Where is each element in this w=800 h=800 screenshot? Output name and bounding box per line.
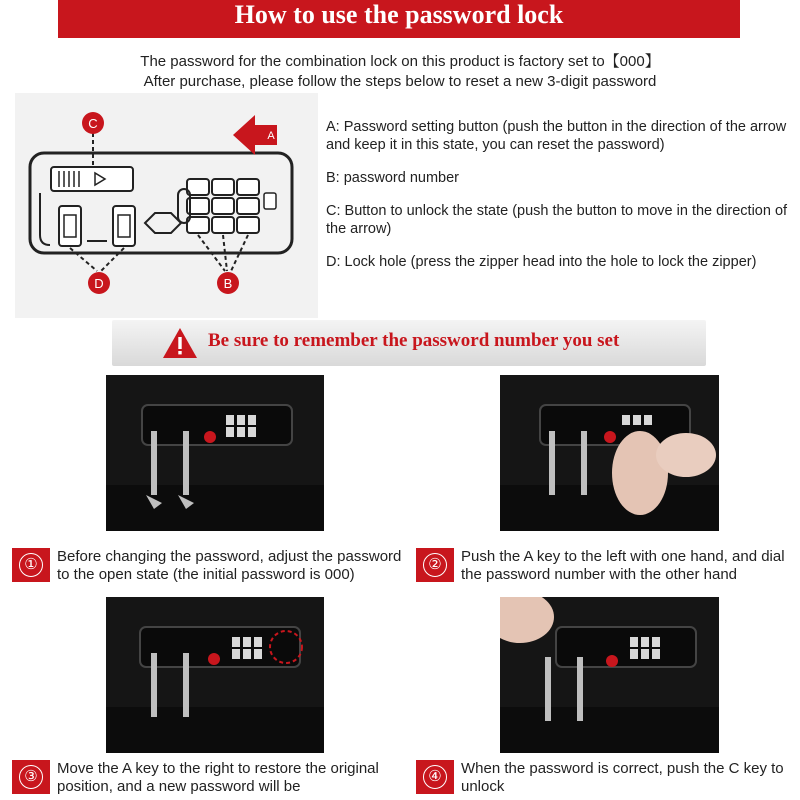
label-d: D [94, 276, 104, 291]
step-1-text: Before changing the password, adjust the password to the open state (the initial password is 000) [57, 548, 402, 583]
step-1-number: ① [19, 553, 43, 577]
photo-step-4 [500, 597, 719, 753]
step-4-number: ④ [423, 765, 447, 789]
step-4-number-badge [416, 760, 454, 794]
definition-b: B: password number [326, 170, 459, 186]
step-2-number-badge [416, 548, 454, 582]
label-b: B [223, 276, 233, 291]
warning-text: Be sure to remember the password number you set [208, 330, 620, 351]
step-3-number-badge [12, 760, 50, 794]
definition-d: D: Lock hole (press the zipper head into the hole to lock the zipper) [326, 254, 757, 270]
warning-banner [112, 320, 706, 366]
definition-c: C: Button to unlock the state (push the button to move in the direction of the arrow) [326, 203, 788, 237]
step-3-number: ③ [19, 765, 43, 789]
step-2-text: Push the A key to the left with one hand, and dial the password number with the other hand [461, 548, 785, 583]
label-c: C [88, 116, 98, 131]
step-4-text: When the password is correct, push the C key to unlock [461, 760, 784, 795]
definitions-list [326, 118, 794, 286]
step-3-text: Move the A key to the right to restore the original position, and a new password will be [57, 760, 379, 795]
warning-triangle-icon [161, 326, 199, 360]
photo-step-1 [106, 375, 324, 531]
page-title: How to use the password lock [58, 0, 740, 38]
intro-line-2: After purchase, please follow the steps below to reset a new 3-digit password [143, 73, 657, 90]
photo-step-2 [500, 375, 719, 531]
intro-line-1: The password for the combination lock on this product is factory set to【000】 [140, 53, 660, 70]
step-1-number-badge [12, 548, 50, 582]
lock-diagram-drawing [15, 93, 318, 318]
definition-a: A: Password setting button (push the button in the direction of the arrow and keep it in this state, you can reset the password) [326, 119, 787, 153]
step-2-number: ② [423, 553, 447, 577]
lock-diagram [15, 93, 318, 318]
label-a: A [267, 130, 275, 142]
photo-step-3 [106, 597, 324, 753]
